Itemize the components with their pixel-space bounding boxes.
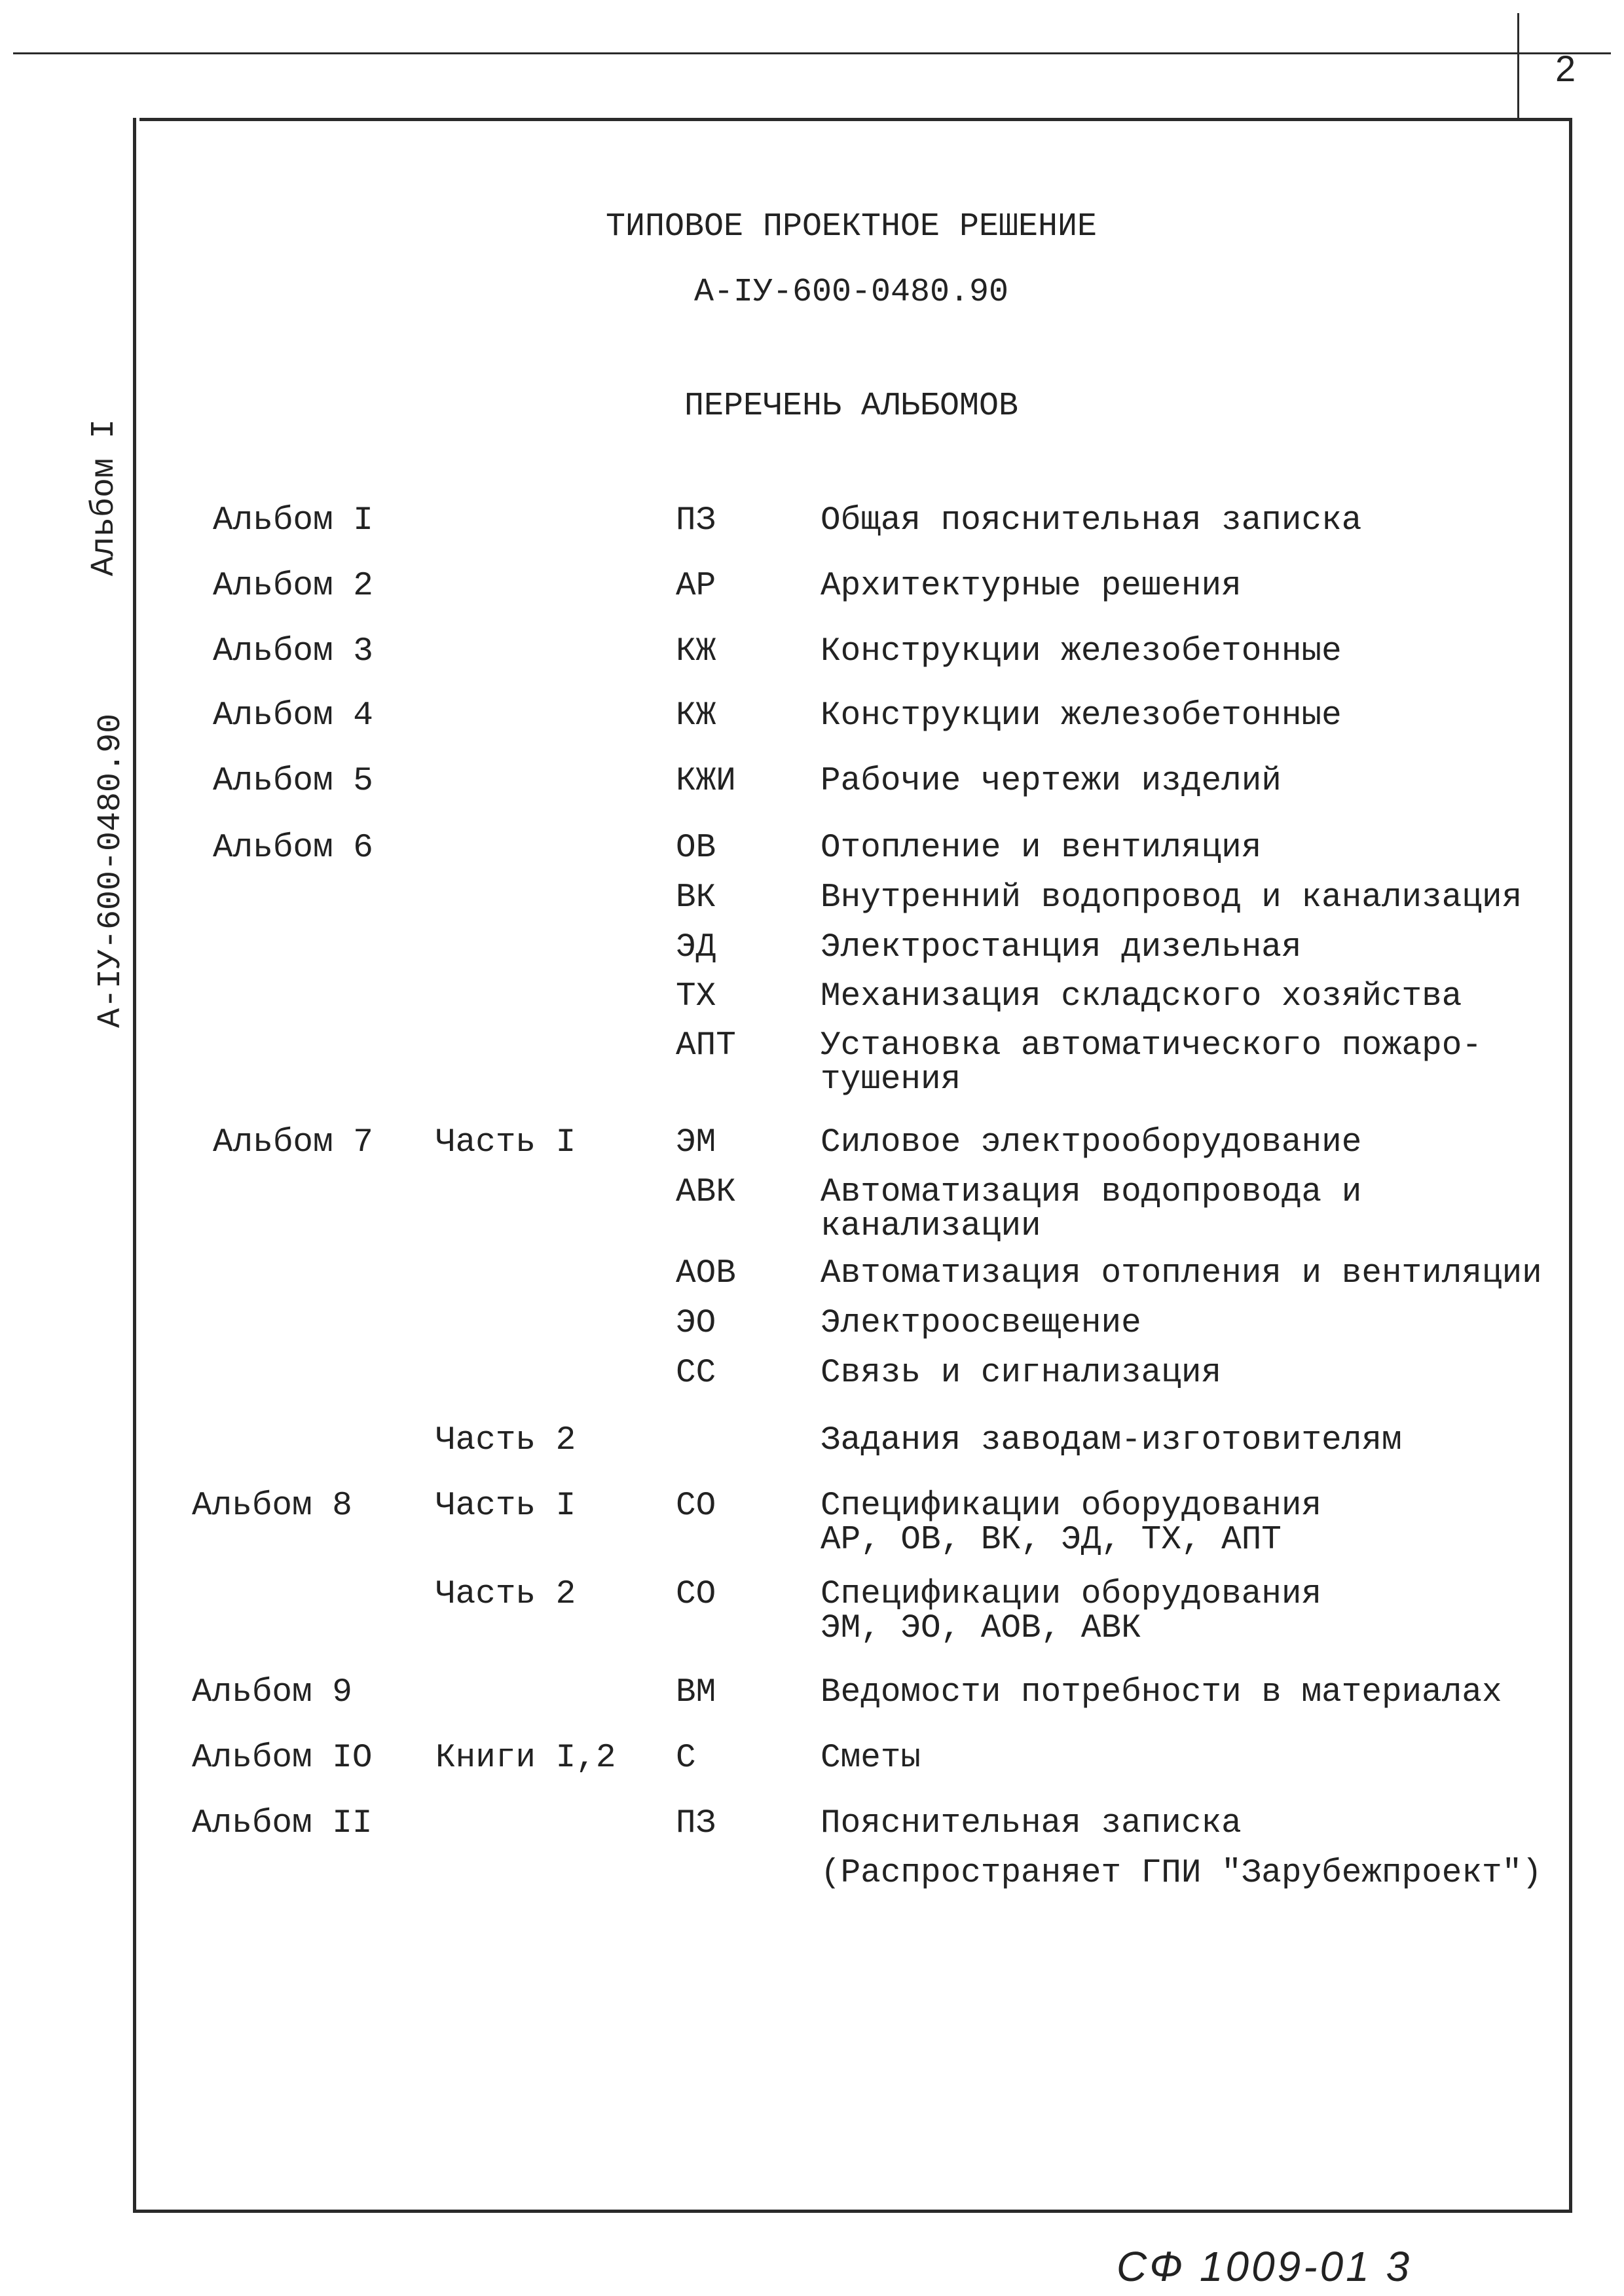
section-description: АР, ОВ, ВК, ЭД, ТХ, АПТ: [821, 1522, 1282, 1559]
section-code: СО: [676, 1487, 716, 1525]
frame-top: [139, 118, 1572, 121]
section-code: ЭМ: [676, 1124, 716, 1161]
section-code: С: [676, 1740, 696, 1777]
section-description: тушения: [821, 1061, 961, 1099]
section-code: ЭО: [676, 1305, 716, 1342]
frame-right: [1569, 118, 1572, 2213]
section-description: Связь и сигнализация: [821, 1355, 1222, 1392]
pagenum-divider: [1517, 13, 1519, 118]
page-title: ТИПОВОЕ ПРОЕКТНОЕ РЕШЕНИЕ: [605, 208, 1098, 246]
album-part: Часть 2: [435, 1422, 576, 1459]
album-name: Альбом 3: [213, 633, 373, 670]
album-part: Книги I,2: [435, 1740, 616, 1777]
page-number: 2: [1555, 48, 1576, 89]
section-code: СС: [676, 1355, 716, 1392]
section-description: ЭМ, ЭО, АОВ, АВК: [821, 1610, 1141, 1647]
section-description: Автоматизация отопления и вентиляции: [821, 1255, 1542, 1292]
section-description: канализации: [821, 1208, 1041, 1245]
section-description: Архитектурные решения: [821, 568, 1242, 605]
list-title: ПЕРЕЧЕНЬ АЛЬБОМОВ: [684, 388, 1019, 425]
section-description: Спецификации оборудования: [821, 1576, 1322, 1613]
album-name: Альбом 9: [192, 1674, 352, 1711]
section-description: Конструкции железобетонные: [821, 633, 1342, 670]
section-code: АПТ: [676, 1027, 736, 1065]
album-name: Альбом IO: [192, 1740, 373, 1777]
section-code: КЖИ: [676, 763, 736, 800]
side-label-code: А-IУ-600-0480.90: [92, 713, 130, 1028]
section-description: Механизация складского хозяйства: [821, 978, 1462, 1015]
album-name: Альбом 6: [213, 829, 373, 867]
album-name: Альбом 7: [213, 1124, 373, 1161]
section-description: Конструкции железобетонные: [821, 697, 1342, 735]
side-label-album: Альбом I: [86, 418, 123, 577]
section-code: КЖ: [676, 697, 716, 735]
section-code: ВМ: [676, 1674, 716, 1711]
album-part: Часть 2: [435, 1576, 576, 1613]
section-description: Общая пояснительная записка: [821, 502, 1362, 539]
section-code: АР: [676, 568, 716, 605]
album-name: Альбом 2: [213, 568, 373, 605]
album-name: Альбом 4: [213, 697, 373, 735]
section-description: Сметы: [821, 1740, 921, 1777]
section-description: Установка автоматического пожаро-: [821, 1027, 1482, 1065]
section-code: КЖ: [676, 633, 716, 670]
section-description: Рабочие чертежи изделий: [821, 763, 1282, 800]
frame-bottom: [133, 2210, 1572, 2213]
section-code: АОВ: [676, 1255, 736, 1292]
album-name: Альбом 8: [192, 1487, 352, 1525]
album-part: Часть I: [435, 1124, 576, 1161]
album-name: Альбом I: [213, 502, 373, 539]
section-code: АВК: [676, 1174, 736, 1211]
section-description: Спецификации оборудования: [821, 1487, 1322, 1525]
section-code: СО: [676, 1576, 716, 1613]
document-stamp: СФ 1009-01 3: [1116, 2243, 1412, 2290]
top-rule: [13, 52, 1611, 54]
album-name: Альбом 5: [213, 763, 373, 800]
document-code: А-IУ-600-0480.90: [693, 274, 1009, 311]
section-description: Задания заводам-изготовителям: [821, 1422, 1402, 1459]
section-code: ВК: [676, 879, 716, 917]
section-description: Внутренний водопровод и канализация: [821, 879, 1522, 917]
section-description: Электроосвещение: [821, 1305, 1141, 1342]
album-part: Часть I: [435, 1487, 576, 1525]
frame-left: [133, 118, 136, 2213]
section-description: (Распространяет ГПИ "Зарубежпроект"): [821, 1855, 1542, 1892]
section-code: ЭД: [676, 929, 716, 966]
section-description: Электростанция дизельная: [821, 929, 1302, 966]
section-description: Силовое электрооборудование: [821, 1124, 1362, 1161]
section-description: Автоматизация водопровода и: [821, 1174, 1362, 1211]
section-description: Ведомости потребности в материалах: [821, 1674, 1502, 1711]
section-code: ПЗ: [676, 1805, 716, 1842]
section-description: Отопление и вентиляция: [821, 829, 1262, 867]
section-description: Пояснительная записка: [821, 1805, 1242, 1842]
section-code: ПЗ: [676, 502, 716, 539]
section-code: ОВ: [676, 829, 716, 867]
section-code: ТХ: [676, 978, 716, 1015]
album-name: Альбом II: [192, 1805, 373, 1842]
